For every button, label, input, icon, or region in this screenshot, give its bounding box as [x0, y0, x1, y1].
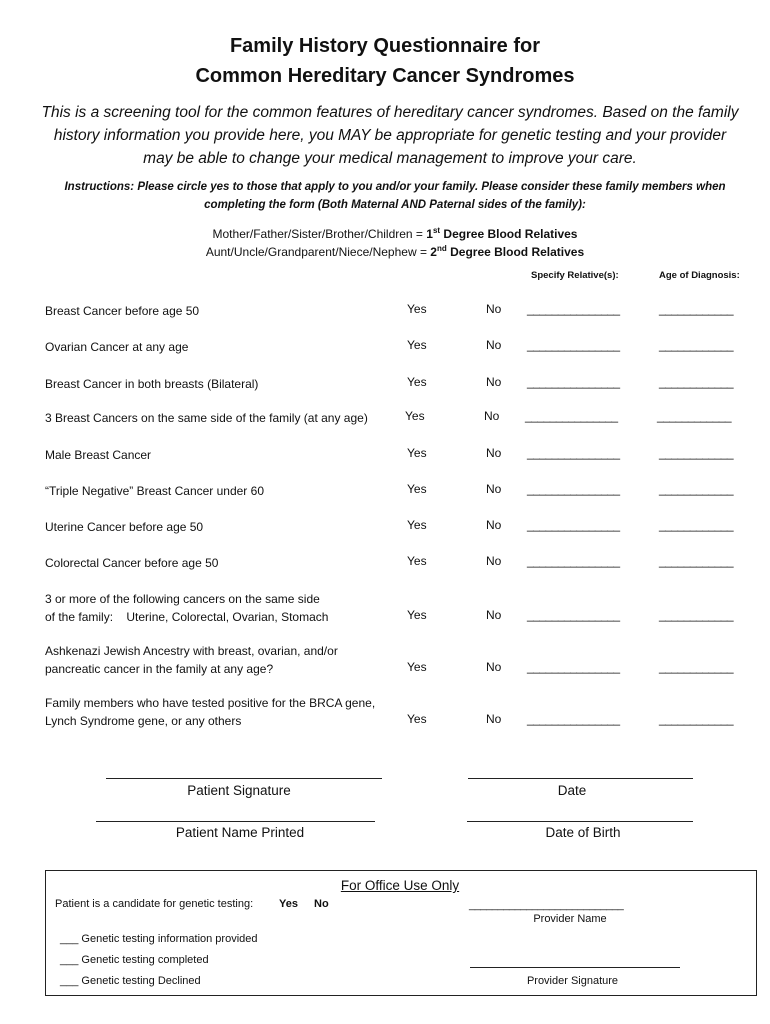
relative-blank[interactable]: _______________ — [527, 375, 620, 389]
page-title-line1: Family History Questionnaire for — [229, 35, 541, 57]
specify-relative-header: Specify Relative(s): — [531, 270, 619, 281]
question-line1: 3 Breast Cancers on the same side of the family (at any age) — [45, 411, 368, 425]
question-line2: Lynch Syndrome gene, or any others — [45, 714, 242, 728]
question-text — [45, 482, 405, 500]
relative-blank[interactable]: _______________ — [527, 518, 620, 532]
provider-name-line[interactable]: ___________________________ — [469, 899, 624, 911]
age-blank[interactable]: ____________ — [657, 409, 732, 423]
relative-blank[interactable]: _______________ — [525, 409, 618, 423]
age-blank[interactable]: ____________ — [659, 338, 734, 352]
instructions: Instructions: Please circle yes to those that apply to you and/or your family. Please consider these family members when completing the form (Both Maternal AND Paternal sides of the family): — [64, 181, 726, 211]
first-degree-sup: st — [432, 226, 441, 235]
dob-label: Date of Birth — [545, 825, 621, 840]
relative-blank[interactable]: _______________ — [527, 660, 620, 674]
second-degree-relatives — [0, 240, 770, 261]
age-of-diagnosis-header: Age of Diagnosis: — [659, 270, 740, 281]
question-text — [45, 375, 405, 393]
no-option[interactable]: No — [486, 608, 502, 622]
patient-signature-line[interactable] — [106, 778, 382, 779]
question-line1: “Triple Negative” Breast Cancer under 60 — [45, 484, 264, 498]
candidate-yes[interactable]: Yes — [279, 898, 298, 910]
check-testing-declined[interactable]: ___ Genetic testing Declined — [60, 975, 201, 987]
no-option[interactable]: No — [486, 554, 502, 568]
yes-option[interactable]: Yes — [407, 338, 427, 352]
provider-signature-label: Provider Signature — [526, 975, 619, 987]
relative-blank[interactable]: _______________ — [527, 482, 620, 496]
relative-blank[interactable]: _______________ — [527, 302, 620, 316]
yes-option[interactable]: Yes — [407, 608, 427, 622]
age-blank[interactable]: ____________ — [659, 482, 734, 496]
age-blank[interactable]: ____________ — [659, 554, 734, 568]
age-blank[interactable]: ____________ — [659, 712, 734, 726]
office-use-box — [45, 870, 757, 996]
date-label: Date — [557, 783, 587, 798]
second-degree-label: Degree Blood Relatives — [446, 245, 585, 259]
question-line2: pancreatic cancer in the family at any age? — [45, 662, 274, 676]
question-text — [45, 338, 405, 356]
no-option[interactable]: No — [486, 712, 502, 726]
age-blank[interactable]: ____________ — [659, 446, 734, 460]
question-text — [45, 518, 405, 536]
page-title-line2: Common Hereditary Cancer Syndromes — [195, 65, 575, 87]
patient-name-line[interactable] — [96, 821, 375, 822]
question-text — [45, 554, 405, 572]
no-option[interactable]: No — [486, 338, 502, 352]
provider-name-label: Provider Name — [533, 913, 607, 925]
candidate-no[interactable]: No — [314, 898, 329, 910]
question-text — [45, 694, 405, 730]
candidate-question: Patient is a candidate for genetic testing: — [55, 898, 254, 910]
dob-line[interactable] — [467, 821, 693, 822]
check-testing-completed[interactable]: ___ Genetic testing completed — [60, 954, 209, 966]
first-degree-number: 1 — [426, 227, 433, 241]
question-text — [45, 302, 405, 320]
yes-option[interactable]: Yes — [407, 302, 427, 316]
no-option[interactable]: No — [486, 446, 502, 460]
no-option[interactable]: No — [486, 660, 502, 674]
question-line1: Uterine Cancer before age 50 — [45, 520, 204, 534]
yes-option[interactable]: Yes — [407, 712, 427, 726]
check-info-provided[interactable]: ___ Genetic testing information provided — [60, 933, 258, 945]
first-degree-list: Mother/Father/Sister/Brother/Children = — [212, 227, 427, 241]
question-line1: Male Breast Cancer — [45, 448, 152, 462]
age-blank[interactable]: ____________ — [659, 375, 734, 389]
patient-signature-label: Patient Signature — [187, 783, 291, 798]
age-blank[interactable]: ____________ — [659, 302, 734, 316]
relative-blank[interactable]: _______________ — [527, 712, 620, 726]
date-line[interactable] — [468, 778, 693, 779]
intro-paragraph: This is a screening tool for the common features of hereditary cancer syndromes. Based on the family history information you provide here, you MAY be appropriate for genetic testing and your provider may be able to change your medical management to improve your care. — [41, 104, 739, 167]
relative-blank[interactable]: _______________ — [527, 446, 620, 460]
yes-option[interactable]: Yes — [407, 375, 427, 389]
second-degree-sup: nd — [436, 244, 447, 253]
question-line1: Ashkenazi Jewish Ancestry with breast, ovarian, and/or — [45, 644, 338, 658]
question-text — [45, 642, 405, 678]
question-line1: Breast Cancer in both breasts (Bilateral) — [45, 377, 259, 391]
question-text — [45, 446, 405, 464]
yes-option[interactable]: Yes — [407, 660, 427, 674]
age-blank[interactable]: ____________ — [659, 518, 734, 532]
age-blank[interactable]: ____________ — [659, 660, 734, 674]
provider-signature-line[interactable] — [470, 967, 680, 968]
office-use-title: For Office Use Only — [340, 878, 460, 893]
relative-blank[interactable]: _______________ — [527, 608, 620, 622]
yes-option[interactable]: Yes — [407, 518, 427, 532]
no-option[interactable]: No — [486, 482, 502, 496]
no-option[interactable]: No — [484, 409, 500, 423]
no-option[interactable]: No — [486, 375, 502, 389]
yes-option[interactable]: Yes — [407, 482, 427, 496]
yes-option[interactable]: Yes — [407, 554, 427, 568]
age-blank[interactable]: ____________ — [659, 608, 734, 622]
no-option[interactable]: No — [486, 302, 502, 316]
question-line1: Breast Cancer before age 50 — [45, 304, 200, 318]
second-degree-number: 2 — [430, 245, 437, 259]
first-degree-label: Degree Blood Relatives — [440, 227, 578, 241]
question-line1: Family members who have tested positive for the BRCA gene, — [45, 696, 376, 710]
question-text — [45, 409, 405, 427]
second-degree-list: Aunt/Uncle/Grandparent/Niece/Nephew = — [205, 245, 431, 259]
patient-name-label: Patient Name Printed — [175, 825, 305, 840]
yes-option[interactable]: Yes — [405, 409, 425, 423]
question-line1: Ovarian Cancer at any age — [45, 340, 189, 354]
question-line1: 3 or more of the following cancers on the same side — [45, 592, 320, 606]
question-line1: Colorectal Cancer before age 50 — [45, 556, 219, 570]
yes-option[interactable]: Yes — [407, 446, 427, 460]
relative-blank[interactable]: _______________ — [527, 338, 620, 352]
question-line2: of the family: Uterine, Colorectal, Ovarian, Stomach — [45, 610, 329, 624]
relative-blank[interactable]: _______________ — [527, 554, 620, 568]
no-option[interactable]: No — [486, 518, 502, 532]
question-text — [45, 590, 405, 626]
